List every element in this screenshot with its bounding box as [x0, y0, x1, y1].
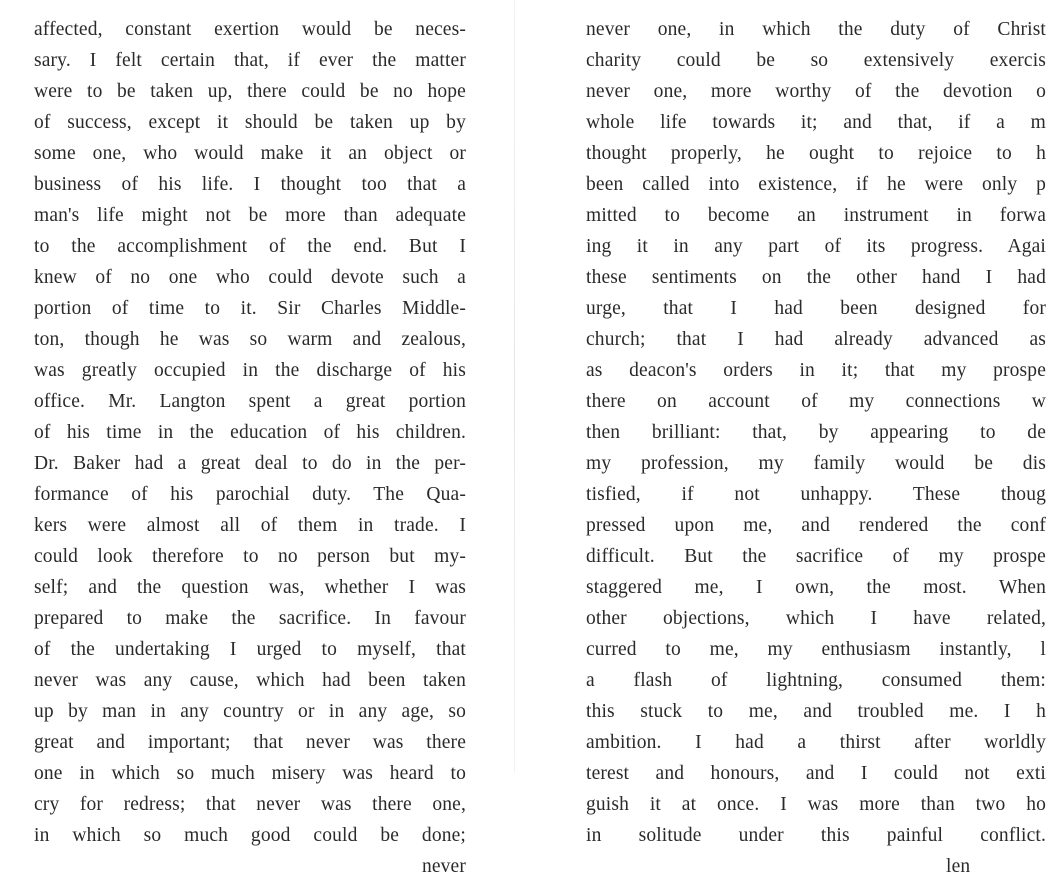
text-line: cry for redress; that never was there one, [34, 794, 466, 815]
text-line: then brilliant: that, by appearing to de [586, 422, 1046, 443]
catchword: len [946, 856, 971, 877]
text-line: guish it at once. I was more than two ho [586, 794, 1046, 815]
text-line: portion of time to it. Sir Charles Middle- [34, 298, 466, 319]
text-line: of success, except it should be taken up by [34, 112, 466, 133]
text-line: was greatly occupied in the discharge of his [34, 360, 466, 381]
left-page-text [34, 14, 466, 882]
text-line: urge, that I had been designed for [586, 298, 1046, 319]
text-line: my profession, my family would be dis [586, 453, 1046, 474]
text-line: in which so much good could be done; [34, 825, 466, 846]
text-line: knew of no one who could devote such a [34, 267, 466, 288]
text-line: whole life towards it; and that, if a m [586, 112, 1046, 133]
text-line: as deacon's orders in it; that my prospe [586, 360, 1046, 381]
text-line: these sentiments on the other hand I had [586, 267, 1046, 288]
text-line: curred to me, my enthusiasm instantly, l [586, 639, 1046, 660]
text-line: charity could be so extensively exercis [586, 50, 1046, 71]
text-line: affected, constant exertion would be neces- [34, 19, 466, 40]
text-line: pressed upon me, and rendered the conf [586, 515, 1046, 536]
text-line: office. Mr. Langton spent a great portion [34, 391, 466, 412]
text-line: of his time in the education of his children. [34, 422, 466, 443]
text-line: some one, who would make it an object or [34, 143, 466, 164]
text-line: man's life might not be more than adequate [34, 205, 466, 226]
text-line: never one, more worthy of the devotion o [586, 81, 1046, 102]
text-line: formance of his parochial duty. The Qua- [34, 484, 466, 505]
text-line: Dr. Baker had a great deal to do in the per- [34, 453, 466, 474]
text-line: were to be taken up, there could be no hope [34, 81, 466, 102]
text-line: a flash of lightning, consumed them: [586, 670, 1046, 691]
text-line: thought properly, he ought to rejoice to h [586, 143, 1046, 164]
text-line: kers were almost all of them in trade. I [34, 515, 466, 536]
text-line: self; and the question was, whether I was [34, 577, 466, 598]
text-line: terest and honours, and I could not exti [586, 763, 1046, 784]
text-line: tisfied, if not unhappy. These thoug [586, 484, 1046, 505]
text-line: this stuck to me, and troubled me. I h [586, 701, 1046, 722]
text-line: sary. I felt certain that, if ever the matter [34, 50, 466, 71]
text-line: church; that I had already advanced as [586, 329, 1046, 350]
text-line: of the undertaking I urged to myself, that [34, 639, 466, 660]
text-line: great and important; that never was there [34, 732, 466, 753]
text-line: there on account of my connections w [586, 391, 1046, 412]
text-line: up by man in any country or in any age, so [34, 701, 466, 722]
text-line: ing it in any part of its progress. Agai [586, 236, 1046, 257]
text-line: ambition. I had a thirst after worldly [586, 732, 1046, 753]
text-line: been called into existence, if he were only p [586, 174, 1046, 195]
text-line: to the accomplishment of the end. But I [34, 236, 466, 257]
text-line: difficult. But the sacrifice of my prospe [586, 546, 1046, 567]
text-line: ton, though he was so warm and zealous, [34, 329, 466, 350]
text-line: prepared to make the sacrifice. In favour [34, 608, 466, 629]
text-line: never was any cause, which had been taken [34, 670, 466, 691]
text-line: mitted to become an instrument in forwa [586, 205, 1046, 226]
right-page [490, 0, 1046, 877]
text-line: in solitude under this painful conflict. [586, 825, 1046, 846]
text-line: one in which so much misery was heard to [34, 763, 466, 784]
text-line: staggered me, I own, the most. When [586, 577, 1046, 598]
text-line: other objections, which I have related, [586, 608, 1046, 629]
catchword: never [421, 856, 466, 877]
text-line: never one, in which the duty of Christ [586, 19, 1046, 40]
text-line: could look therefore to no person but my- [34, 546, 466, 567]
right-page-text [586, 14, 1046, 882]
text-line: business of his life. I thought too that a [34, 174, 466, 195]
left-page [0, 0, 490, 877]
